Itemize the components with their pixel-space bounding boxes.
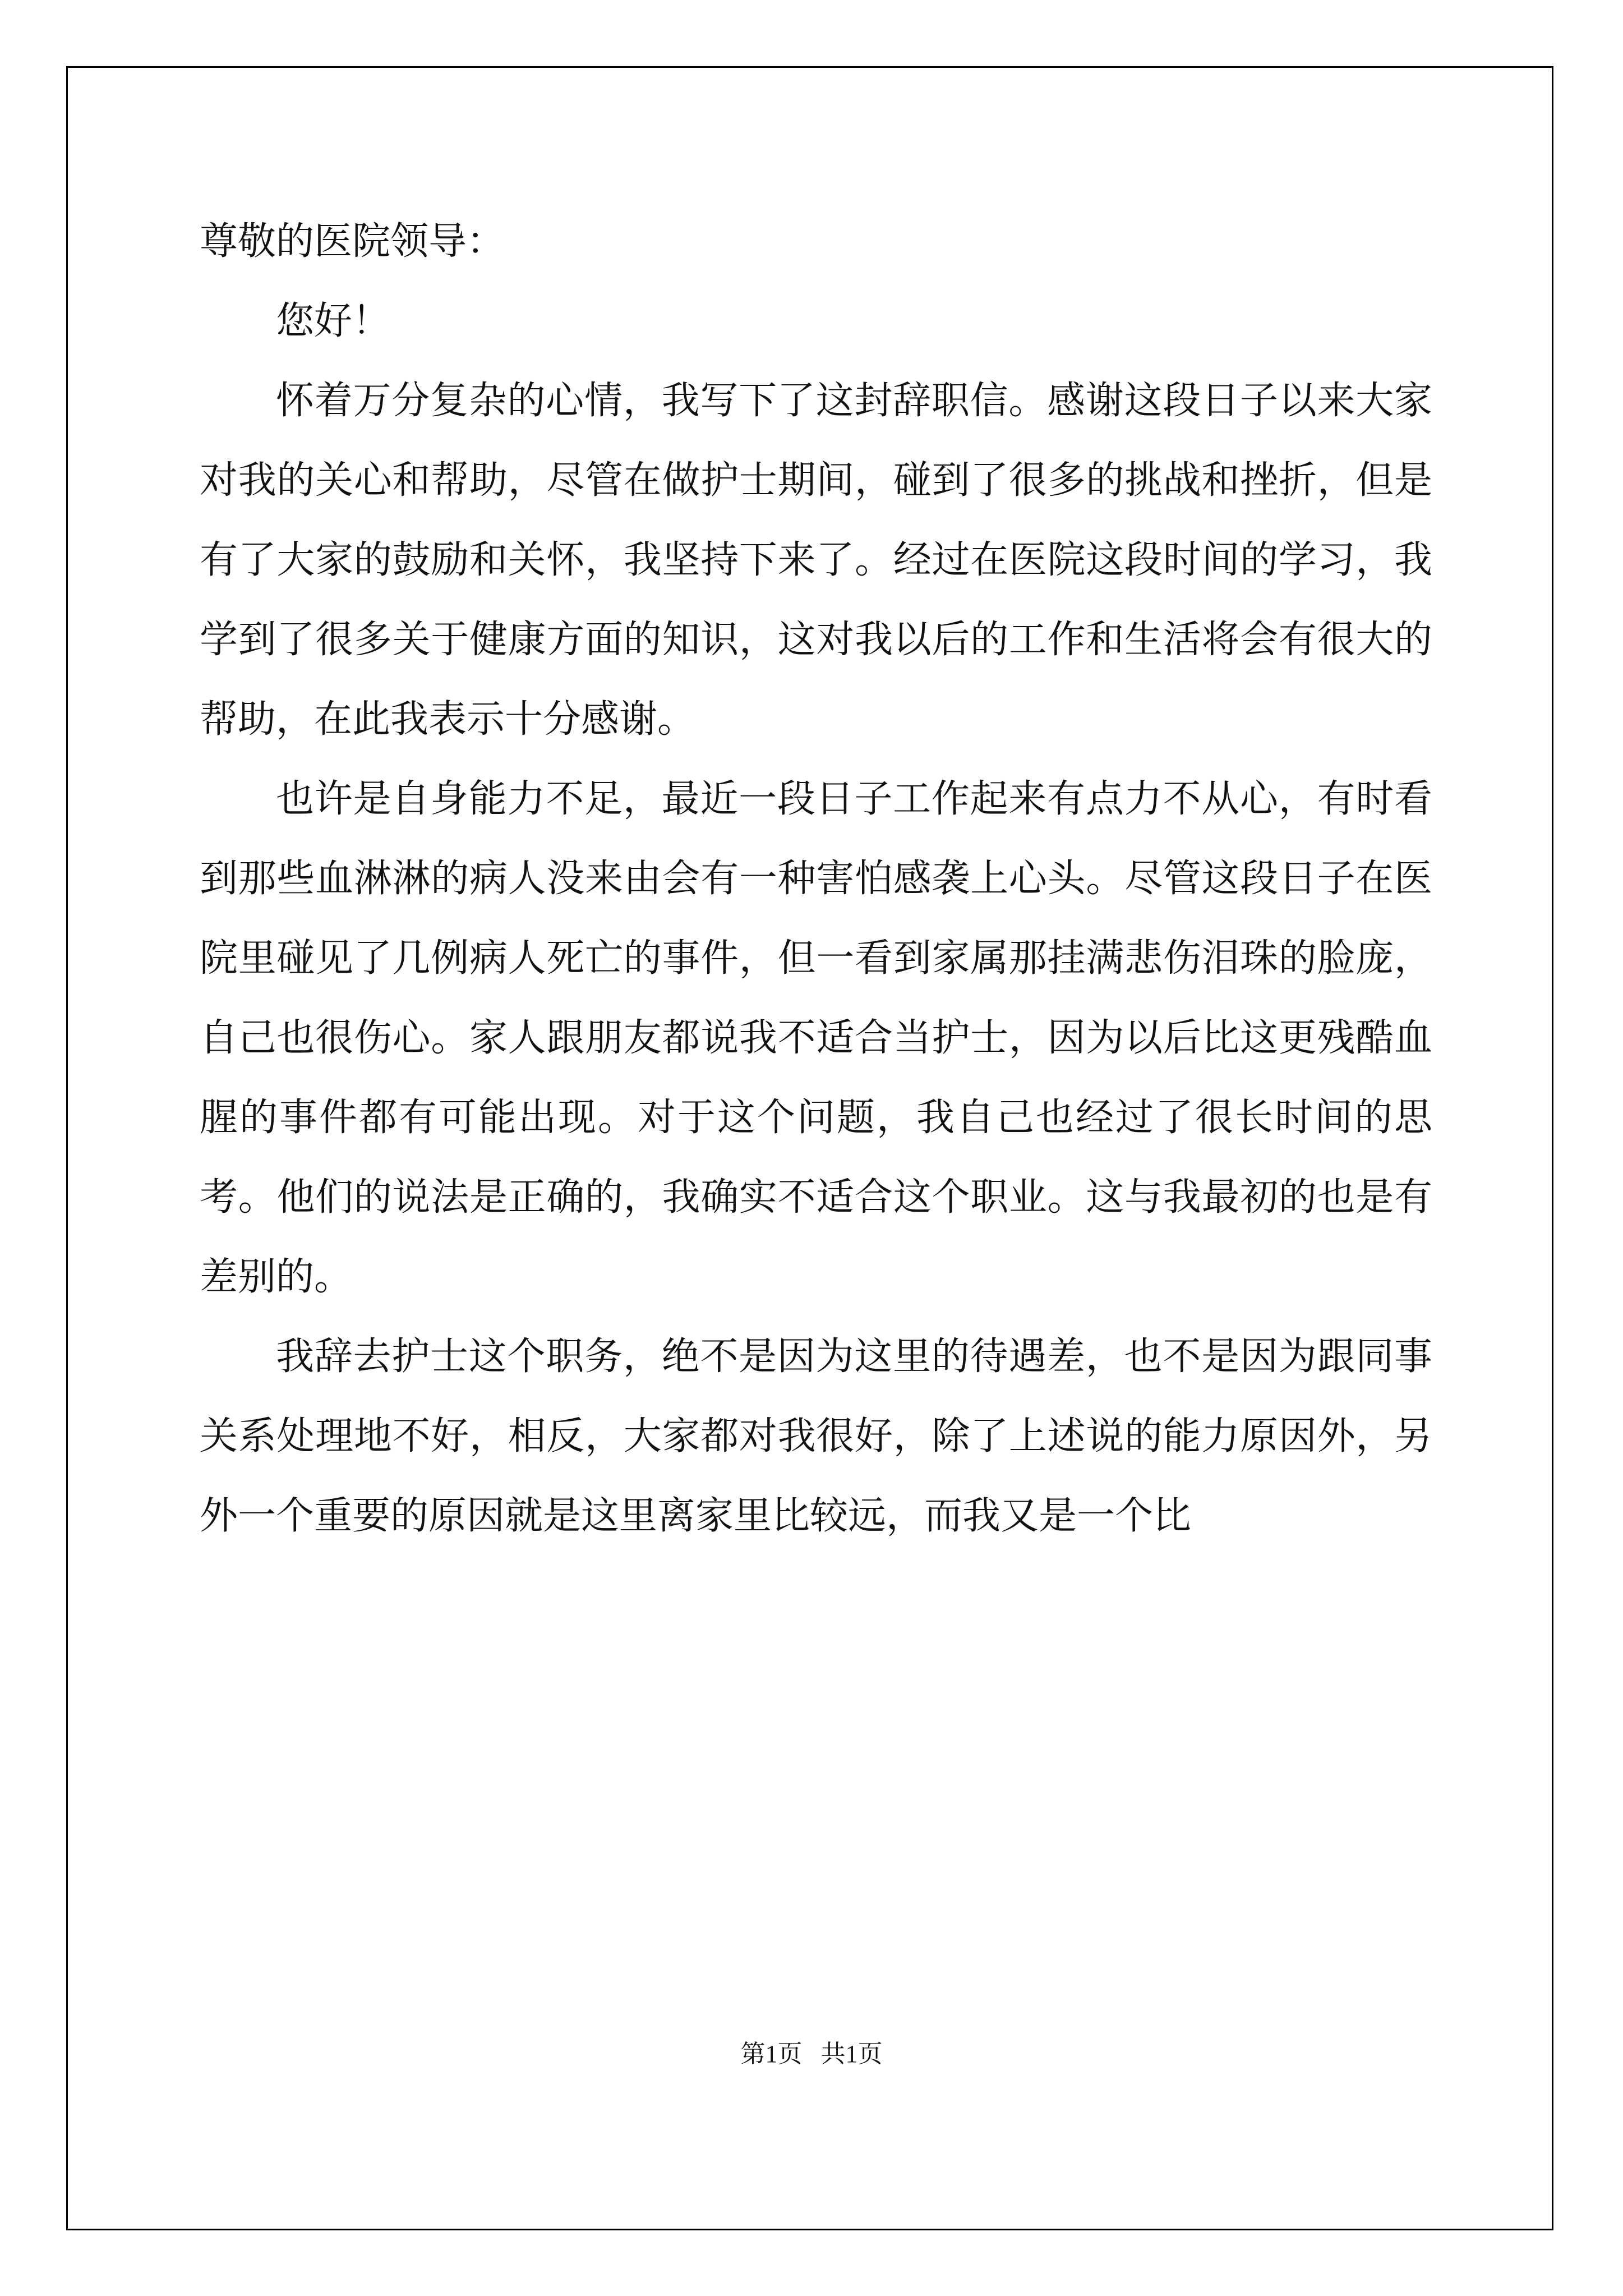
paragraph-gratitude: 怀着万分复杂的心情，我写下了这封辞职信。感谢这段日子以来大家对我的关心和帮助，尽管在做护士期间，碰到了很多的挑战和挫折，但是有了大家的鼓励和关怀，我坚持下来了。经过在医院这段时间的学习，我学到了很多关于健康方面的知识，这对我以后的工作和生活将会有很大的帮助，在此我表示十分感谢。 (200, 379, 1432, 742)
paragraph-reason-ability: 也许是自身能力不足，最近一段日子工作起来有点力不从心，有时看到那些血淋淋的病人没来由会有一种害怕感袭上心头。尽管这段日子在医院里碰见了几例病人死亡的事件，但一看到家属那挂满悲伤泪珠的脸庞，自己也很伤心。家人跟朋友都说我不适合当护士，因为以后比这更残酷血腥的事件都有可能出现。对于这个问题，我自己也经过了很长时间的思考。他们的说法是正确的，我确实不适合这个职业。这与我最初的也是有差别的。 (200, 777, 1432, 1299)
page-number-current: 第1页 (740, 2040, 803, 2068)
salutation: 尊敬的医院领导： (200, 219, 505, 264)
letter-body (200, 202, 1432, 1556)
paragraph-reason-distance: 我辞去护士这个职务，绝不是因为这里的待遇差，也不是因为跟同事关系处理地不好，相反，大家都对我很好，除了上述说的能力原因外，另外一个重要的原因就是这里离家里比较远，而我又是一个比 (200, 1335, 1432, 1538)
page-number-total: 共1页 (820, 2040, 883, 2068)
page-footer (0, 2033, 1623, 2069)
paragraph-greeting: 您好！ (276, 299, 391, 343)
